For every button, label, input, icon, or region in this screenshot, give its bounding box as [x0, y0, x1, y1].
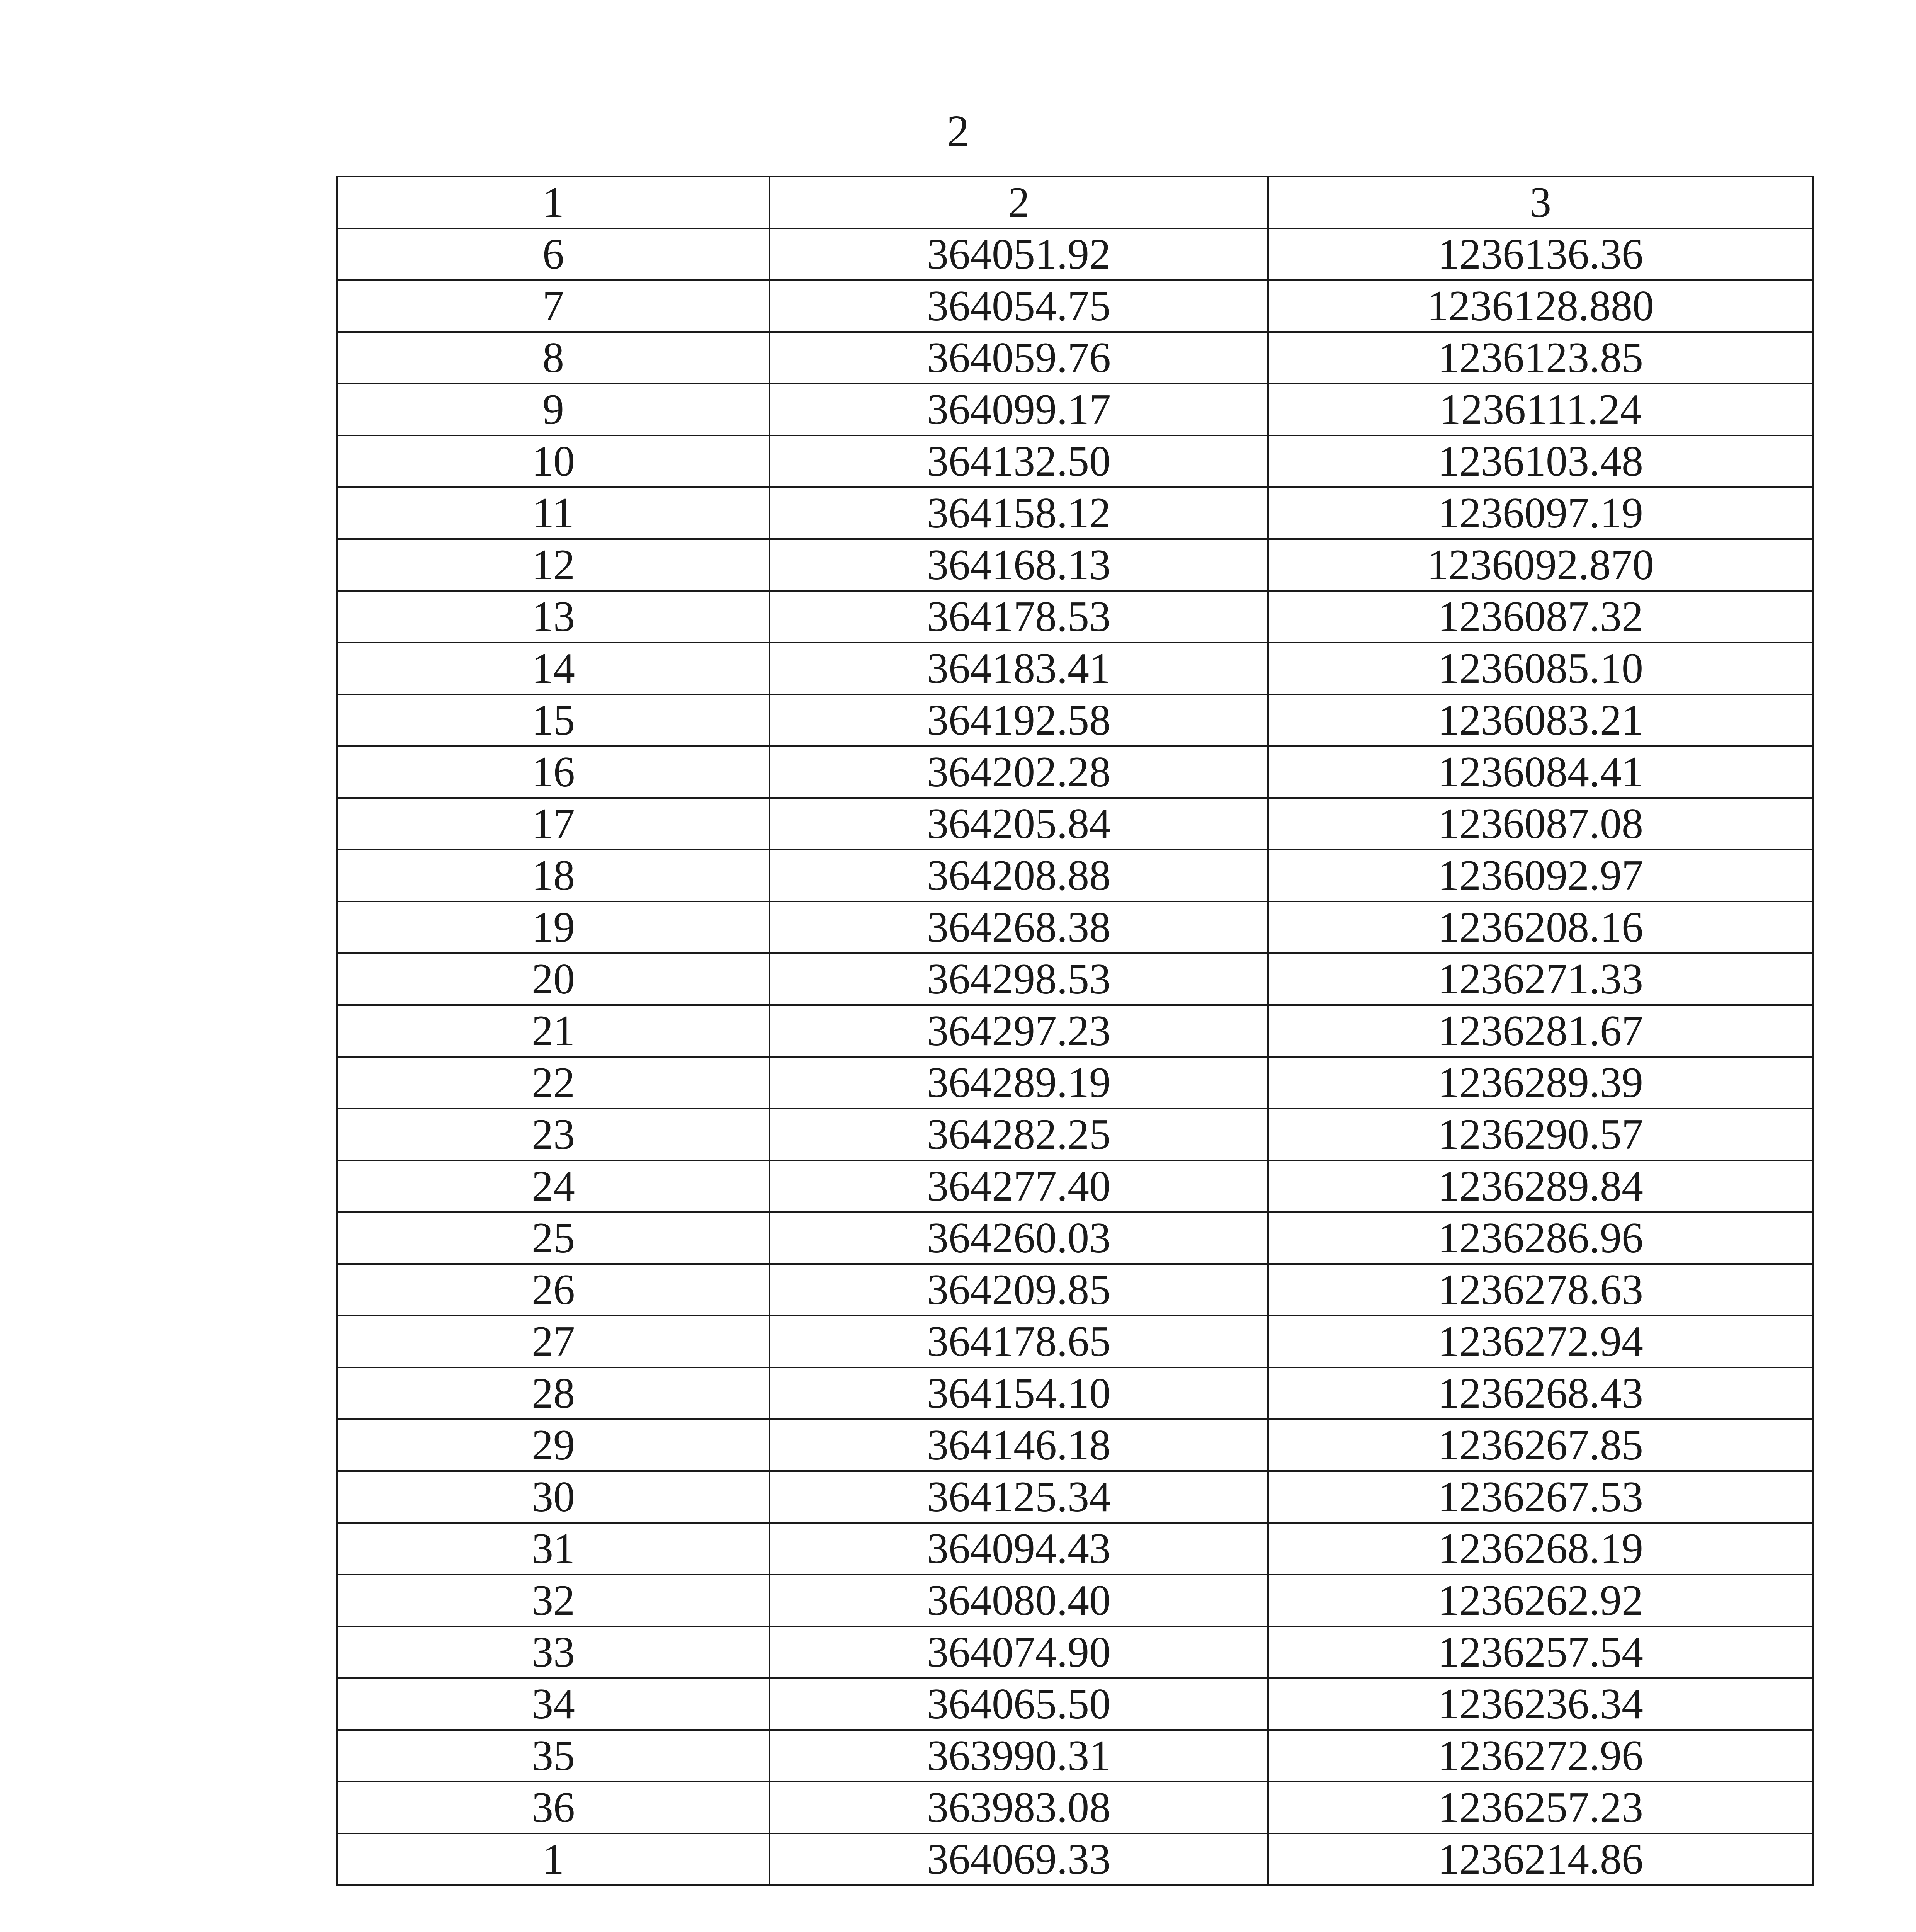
table-row — [337, 1057, 1813, 1109]
cell-x: 364168.13 — [770, 539, 1268, 591]
table-row — [337, 384, 1813, 435]
cell-y: 1236087.08 — [1268, 798, 1813, 850]
cell-y: 1236214.86 — [1268, 1833, 1813, 1885]
table-row — [337, 1109, 1813, 1160]
cell-point: 14 — [337, 643, 770, 694]
cell-x: 364069.33 — [770, 1833, 1268, 1885]
cell-x: 364178.53 — [770, 591, 1268, 643]
cell-x: 363990.31 — [770, 1730, 1268, 1782]
table-row — [337, 1160, 1813, 1212]
cell-y: 1236281.67 — [1268, 1005, 1813, 1057]
cell-x: 364094.43 — [770, 1523, 1268, 1575]
cell-point: 19 — [337, 901, 770, 953]
cell-y: 1236272.94 — [1268, 1316, 1813, 1367]
cell-y: 1236278.63 — [1268, 1264, 1813, 1316]
cell-x: 364297.23 — [770, 1005, 1268, 1057]
cell-y: 1236084.41 — [1268, 746, 1813, 798]
table-row — [337, 1626, 1813, 1678]
cell-x: 364289.19 — [770, 1057, 1268, 1109]
cell-point: 20 — [337, 953, 770, 1005]
cell-x: 364065.50 — [770, 1678, 1268, 1730]
cell-x: 364054.75 — [770, 280, 1268, 332]
table-row — [337, 228, 1813, 280]
table-row — [337, 1264, 1813, 1316]
cell-x: 364183.41 — [770, 643, 1268, 694]
table-row — [337, 901, 1813, 953]
coordinates-table-body — [337, 177, 1813, 1885]
table-row — [337, 1005, 1813, 1057]
cell-point: 17 — [337, 798, 770, 850]
table-row — [337, 643, 1813, 694]
cell-point: 13 — [337, 591, 770, 643]
cell-y: 1236208.16 — [1268, 901, 1813, 953]
cell-point: 28 — [337, 1367, 770, 1419]
cell-point: 35 — [337, 1730, 770, 1782]
table-row — [337, 1575, 1813, 1626]
cell-point: 18 — [337, 850, 770, 901]
cell-y: 1236271.33 — [1268, 953, 1813, 1005]
cell-x: 364178.65 — [770, 1316, 1268, 1367]
cell-y: 1236103.48 — [1268, 435, 1813, 487]
table-row — [337, 1212, 1813, 1264]
cell-point: 8 — [337, 332, 770, 384]
cell-x: 364099.17 — [770, 384, 1268, 435]
cell-x: 364059.76 — [770, 332, 1268, 384]
cell-y: 1236286.96 — [1268, 1212, 1813, 1264]
cell-point: 31 — [337, 1523, 770, 1575]
table-row — [337, 1833, 1813, 1885]
table-row — [337, 1471, 1813, 1523]
cell-point: 10 — [337, 435, 770, 487]
table-row — [337, 332, 1813, 384]
cell-point: 16 — [337, 746, 770, 798]
table-row — [337, 850, 1813, 901]
cell-y: 1236289.84 — [1268, 1160, 1813, 1212]
header-cell-x: 2 — [770, 177, 1268, 228]
cell-x: 364192.58 — [770, 694, 1268, 746]
cell-x: 364260.03 — [770, 1212, 1268, 1264]
cell-y: 1236136.36 — [1268, 228, 1813, 280]
cell-y: 1236267.85 — [1268, 1419, 1813, 1471]
cell-point: 27 — [337, 1316, 770, 1367]
cell-x: 363983.08 — [770, 1782, 1268, 1833]
table-row — [337, 1782, 1813, 1833]
cell-y: 1236236.34 — [1268, 1678, 1813, 1730]
cell-x: 364125.34 — [770, 1471, 1268, 1523]
table-row — [337, 798, 1813, 850]
cell-y: 1236092.870 — [1268, 539, 1813, 591]
cell-x: 364208.88 — [770, 850, 1268, 901]
cell-point: 22 — [337, 1057, 770, 1109]
cell-x: 364080.40 — [770, 1575, 1268, 1626]
table-row — [337, 280, 1813, 332]
cell-y: 1236087.32 — [1268, 591, 1813, 643]
cell-y: 1236123.85 — [1268, 332, 1813, 384]
cell-y: 1236268.19 — [1268, 1523, 1813, 1575]
page-number: 2 — [947, 106, 969, 156]
cell-y: 1236272.96 — [1268, 1730, 1813, 1782]
cell-y: 1236085.10 — [1268, 643, 1813, 694]
cell-y: 1236097.19 — [1268, 487, 1813, 539]
cell-x: 364132.50 — [770, 435, 1268, 487]
cell-point: 34 — [337, 1678, 770, 1730]
cell-point: 15 — [337, 694, 770, 746]
table-row — [337, 953, 1813, 1005]
cell-y: 1236128.880 — [1268, 280, 1813, 332]
table-row — [337, 1419, 1813, 1471]
cell-x: 364205.84 — [770, 798, 1268, 850]
header-cell-point: 1 — [337, 177, 770, 228]
table-row — [337, 1367, 1813, 1419]
table-row — [337, 746, 1813, 798]
cell-point: 12 — [337, 539, 770, 591]
cell-x: 364209.85 — [770, 1264, 1268, 1316]
cell-y: 1236267.53 — [1268, 1471, 1813, 1523]
cell-point: 23 — [337, 1109, 770, 1160]
cell-x: 364051.92 — [770, 228, 1268, 280]
table-row — [337, 591, 1813, 643]
table-header-row — [337, 177, 1813, 228]
table-row — [337, 694, 1813, 746]
table-row — [337, 487, 1813, 539]
cell-y: 1236289.39 — [1268, 1057, 1813, 1109]
cell-point: 9 — [337, 384, 770, 435]
cell-point: 24 — [337, 1160, 770, 1212]
table-row — [337, 1523, 1813, 1575]
table-row — [337, 1316, 1813, 1367]
table-row — [337, 1678, 1813, 1730]
cell-x: 364268.38 — [770, 901, 1268, 953]
cell-x: 364282.25 — [770, 1109, 1268, 1160]
cell-x: 364154.10 — [770, 1367, 1268, 1419]
cell-x: 364298.53 — [770, 953, 1268, 1005]
cell-point: 33 — [337, 1626, 770, 1678]
cell-point: 1 — [337, 1833, 770, 1885]
cell-x: 364158.12 — [770, 487, 1268, 539]
cell-point: 6 — [337, 228, 770, 280]
cell-point: 26 — [337, 1264, 770, 1316]
cell-y: 1236268.43 — [1268, 1367, 1813, 1419]
cell-y: 1236111.24 — [1268, 384, 1813, 435]
cell-point: 36 — [337, 1782, 770, 1833]
cell-point: 21 — [337, 1005, 770, 1057]
cell-y: 1236262.92 — [1268, 1575, 1813, 1626]
cell-point: 29 — [337, 1419, 770, 1471]
cell-y: 1236290.57 — [1268, 1109, 1813, 1160]
cell-point: 7 — [337, 280, 770, 332]
cell-y: 1236257.54 — [1268, 1626, 1813, 1678]
cell-x: 364277.40 — [770, 1160, 1268, 1212]
table-row — [337, 435, 1813, 487]
cell-y: 1236083.21 — [1268, 694, 1813, 746]
cell-x: 364202.28 — [770, 746, 1268, 798]
cell-point: 32 — [337, 1575, 770, 1626]
header-cell-y: 3 — [1268, 177, 1813, 228]
cell-x: 364074.90 — [770, 1626, 1268, 1678]
table-row — [337, 1730, 1813, 1782]
cell-point: 30 — [337, 1471, 770, 1523]
cell-y: 1236092.97 — [1268, 850, 1813, 901]
cell-point: 11 — [337, 487, 770, 539]
cell-y: 1236257.23 — [1268, 1782, 1813, 1833]
cell-x: 364146.18 — [770, 1419, 1268, 1471]
table-row — [337, 539, 1813, 591]
coordinates-table — [336, 176, 1814, 1886]
cell-point: 25 — [337, 1212, 770, 1264]
